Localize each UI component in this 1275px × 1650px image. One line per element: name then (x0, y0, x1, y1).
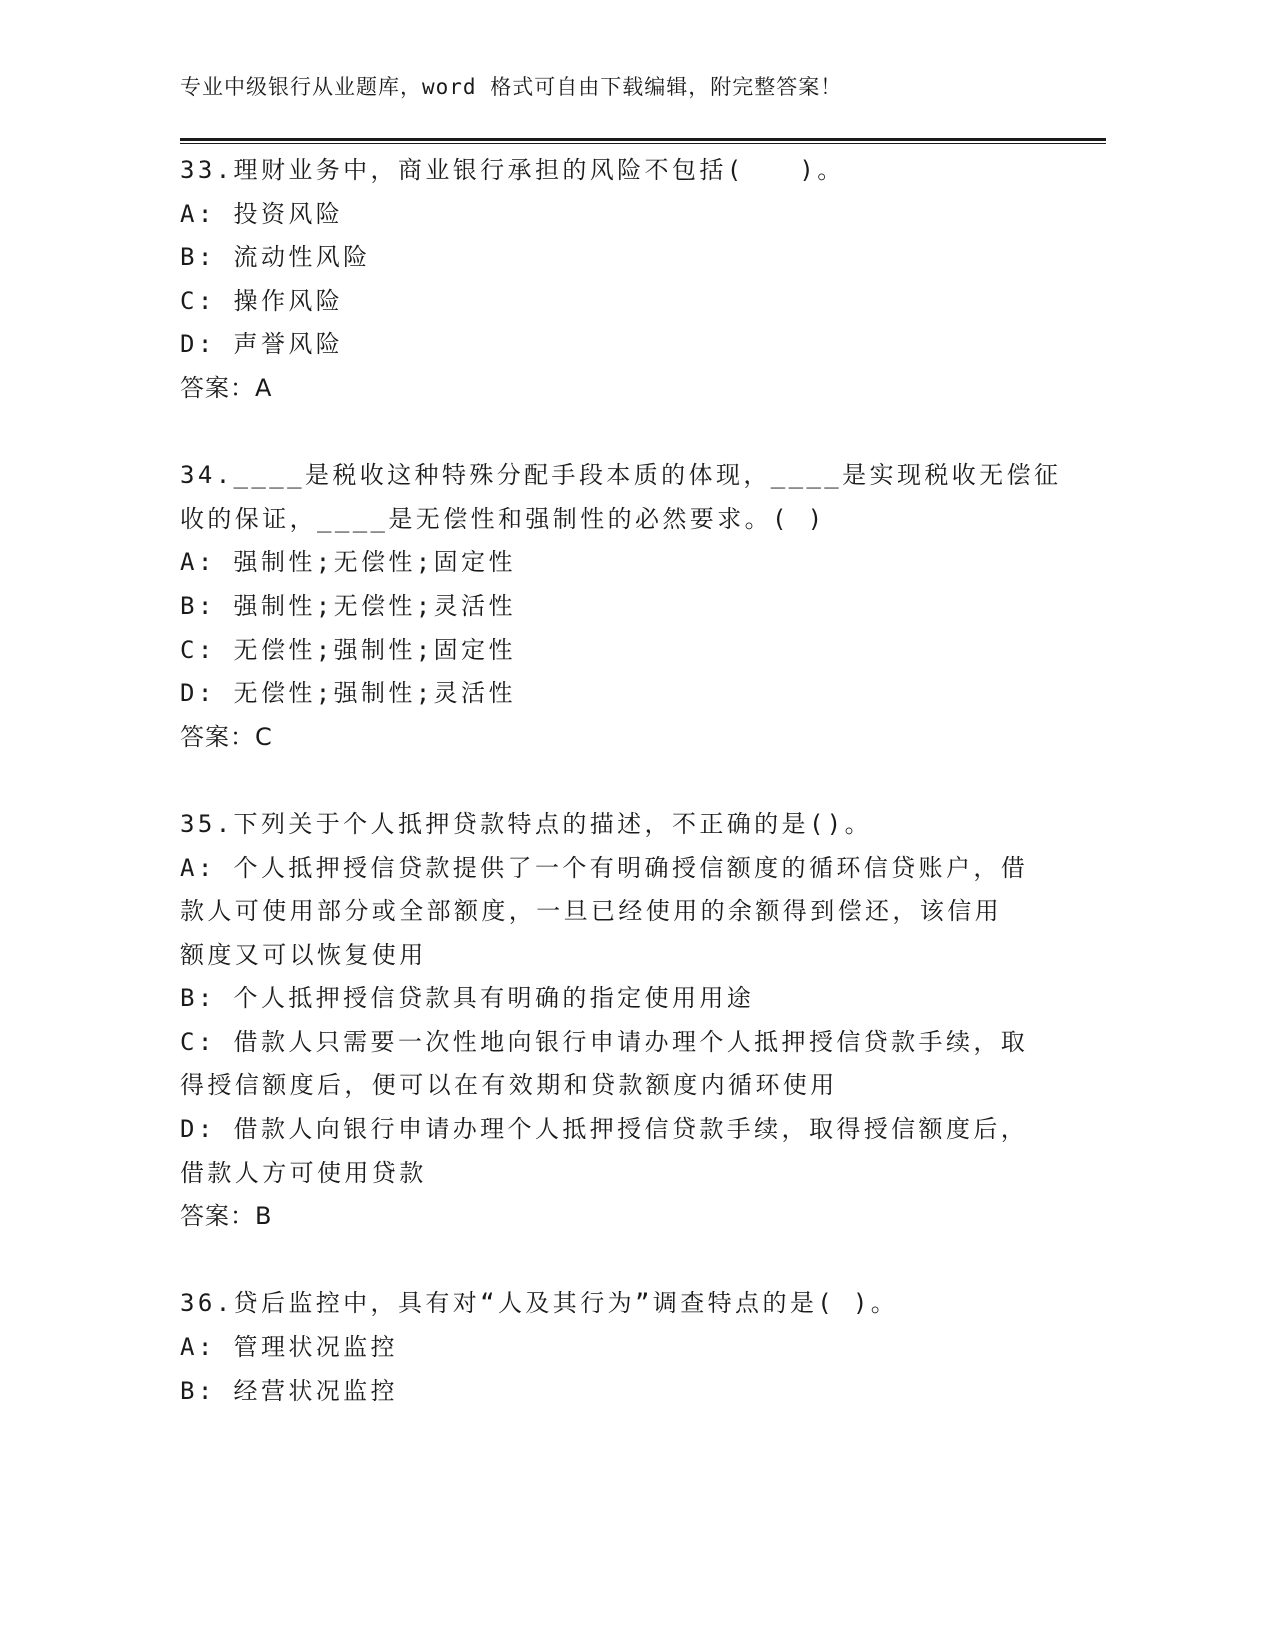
answer-label: 答案：B (180, 1202, 273, 1231)
question-stem: 34.____是税收这种特殊分配手段本质的体现，____是实现税收无偿征 (180, 461, 1062, 490)
option-a: A: 强制性;无偿性;固定性 (180, 548, 516, 577)
option-d: D: 无偿性;强制性;灵活性 (180, 679, 516, 708)
option-b: B: 强制性;无偿性;灵活性 (180, 591, 516, 620)
option-d: D: 借款人向银行申请办理个人抵押授信贷款手续，取得授信额度后， (180, 1115, 1029, 1144)
option-c: C: 无偿性;强制性;固定性 (180, 635, 516, 664)
question-spacer (180, 1239, 1040, 1283)
option-d-continued: 借款人方可使用贷款 (180, 1158, 427, 1187)
header-divider (180, 138, 1106, 144)
question-stem: 35.下列关于个人抵押贷款特点的描述，不正确的是()。 (180, 809, 873, 838)
option-c: C: 借款人只需要一次性地向银行申请办理个人抵押授信贷款手续，取 (180, 1027, 1029, 1056)
option-a-continued: 款人可使用部分或全部额度，一旦已经使用的余额得到偿还，该信用 (180, 897, 1002, 926)
question-spacer (180, 759, 1040, 803)
question-block (180, 454, 1062, 759)
question-block (180, 149, 1040, 411)
option-c-continued: 得授信额度后，便可以在有效期和贷款额度内循环使用 (180, 1071, 838, 1100)
answer-label: 答案：C (180, 722, 273, 751)
page-header: 专业中级银行从业题库，word 格式可自由下载编辑，附完整答案！ (180, 75, 843, 99)
question-stem-continued: 收的保证，____是无偿性和强制性的必然要求。( ) (180, 504, 826, 533)
question-spacer (180, 411, 1040, 455)
question-list (180, 149, 1062, 1413)
option-d: D: 声誉风险 (180, 330, 344, 359)
question-stem: 33.理财业务中，商业银行承担的风险不包括( )。 (180, 156, 845, 184)
option-a: A: 管理状况监控 (180, 1333, 398, 1362)
question-stem: 36.贷后监控中，具有对“人及其行为”调查特点的是( )。 (180, 1289, 899, 1318)
option-a: A: 投资风险 (180, 199, 344, 228)
option-a: A: 个人抵押授信贷款提供了一个有明确授信额度的循环信贷账户，借 (180, 853, 1029, 882)
question-block (180, 803, 1040, 1239)
option-b: B: 个人抵押授信贷款具有明确的指定使用用途 (180, 984, 755, 1013)
answer-label: 答案：A (180, 373, 273, 402)
option-a-continued: 额度又可以恢复使用 (180, 940, 427, 969)
question-block (180, 1282, 1040, 1413)
option-c: C: 操作风险 (180, 286, 344, 315)
option-b: B: 经营状况监控 (180, 1376, 398, 1405)
option-b: B: 流动性风险 (180, 243, 371, 272)
